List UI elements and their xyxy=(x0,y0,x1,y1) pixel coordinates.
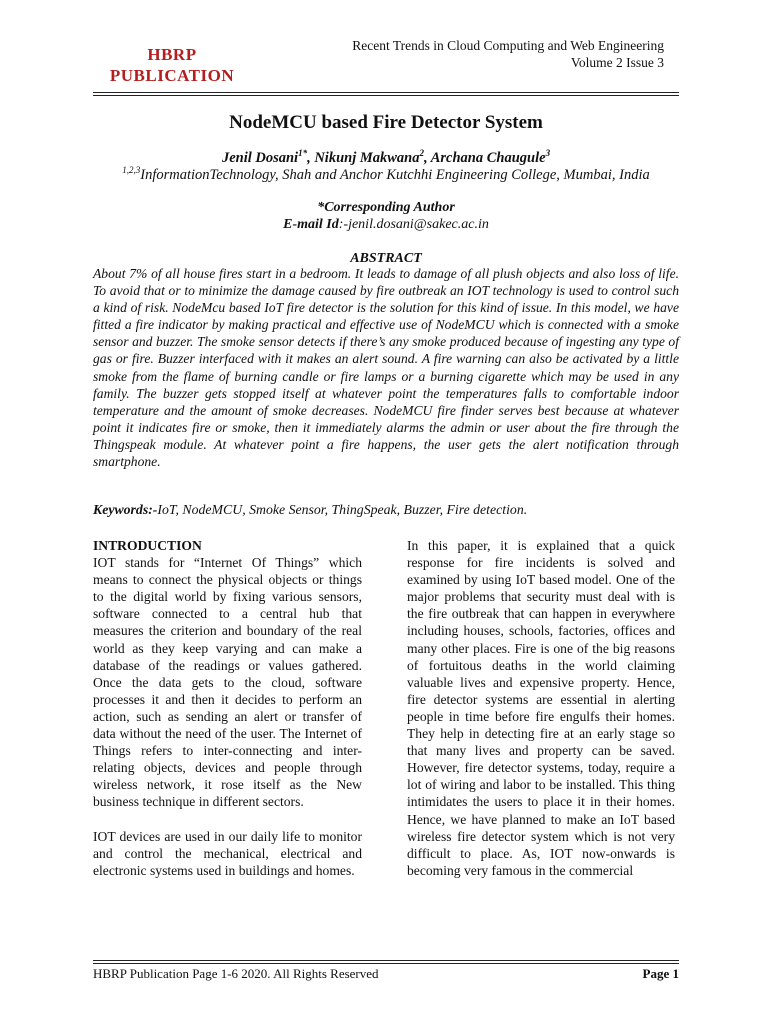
corresponding-label: *Corresponding Author xyxy=(317,200,455,215)
abstract-heading: ABSTRACT xyxy=(350,251,422,266)
corresponding-block xyxy=(93,199,679,233)
keywords-text: IoT, NodeMCU, Smoke Sensor, ThingSpeak, Buzzer, Fire detection. xyxy=(157,502,528,517)
affiliation-sup: 1,2,3 xyxy=(122,165,141,175)
affiliation-text: InformationTechnology, Shah and Anchor Kutchhi Engineering College, Mumbai, India xyxy=(140,166,650,183)
abstract-text: About 7% of all house fires start in a bedroom. It leads to damage of all plush objects and also loss of life. To avoid that or to minimize the damage caused by fire outbreak an IOT technology is used to control such a kind of risk. NodeMcu based IoT fire detector is the solution for this kind of issue. In this model, we have fitted a fire indicator by making practical and effective use of NodeMCU which is connected with a smoke sensor and buzzer. The smoke sensor detects if there’s any smoke produced because of ingesting any type of gas or fire. Buzzer interfaced with it makes an alert sound. A fire warning can also be activated by a little smoke from the flame of burning candle or fire lamps or a burning cigarette which may be used in any family. The buzzer gets stopped itself at whatever point the temperatures falls to comfortable indoor temperature and the amount of smoke decreases. NodeMCU fire finder serves best because at whatever point it indicates fire or smoke, then it immediately alarms the admin or user about the fire through the Thingspeak module. At whatever point a fire happens, the user gets the alert notification through smartphone. xyxy=(93,266,679,470)
journal-name: Recent Trends in Cloud Computing and Web Engineering xyxy=(352,38,664,53)
footer-rule xyxy=(93,960,679,961)
page-number: Page 1 xyxy=(642,966,679,981)
journal-header xyxy=(352,37,664,71)
keywords-line xyxy=(93,502,679,518)
right-paragraph-1: In this paper, it is explained that a quick response for fire incidents is solved and examined by using IoT based model. One of the major problems that security must deal with is the fire outbreak that can happen in everywhere including houses, schools, factories, offices and many other places. Fire is one of the big reasons of fortuitous deaths in the world claiming valuable lives and expensive property. Hence, fire detector systems are essential in alerting people in time before fire engulfs their homes. They help in detecting fire at an early stage so that many lives and property can be saved. However, fire detector systems, today, require a lot of wiring and labor to be installed. This thing intimidates the users to place it in their homes. Hence, we have planned to make an IoT based wireless fire detector system which is not very difficult to place. As, IOT now-onwards is becoming very famous in the commercial xyxy=(407,538,675,878)
paper-title: NodeMCU based Fire Detector System xyxy=(229,112,543,133)
intro-paragraph-1: IOT stands for “Internet Of Things” which means to connect the physical objects or things to the digital world by fixing various sensors, software connected to a central hub that measures the criterion and boundary of the real world as they keep varying and can make a database of the readings or values gathered. Once the data gets to the cloud, software processes it and then it decides to perform an action, such as sending an alert or transfer of data without the need of the user. The Internet of Things refers to inter-connecting and inter-relating objects, devices and people through wireless network, it rose itself as the New business technique in different sectors. xyxy=(93,555,362,810)
author-name: Jenil Dosani xyxy=(221,149,299,166)
volume-issue: Volume 2 Issue 3 xyxy=(570,55,664,70)
footer-rule-second xyxy=(93,963,679,964)
page-footer xyxy=(93,966,679,982)
affiliation xyxy=(93,165,679,184)
keywords-label: Keywords:- xyxy=(93,502,158,517)
author-line: Jenil Dosani$^{1*}$, Nikunj Makwana$^2$, Archana Chaugule$^3$ xyxy=(221,148,551,166)
logo-line-1: HBRP xyxy=(147,45,197,64)
email-label: E-mail Id xyxy=(283,217,339,232)
author-name: Archana Chaugule xyxy=(430,149,546,166)
header-rule xyxy=(93,92,679,93)
left-column xyxy=(93,537,362,879)
intro-paragraph-2: IOT devices are used in our daily life to monitor and control the mechanical, electrical and electronic systems used in buildings and homes. xyxy=(93,828,362,878)
author-name: Nikunj Makwana xyxy=(314,149,420,166)
right-column xyxy=(407,537,675,879)
email-address: :-jenil.dosani@sakec.ac.in xyxy=(338,217,489,232)
author-sup: 3 xyxy=(545,148,551,158)
introduction-heading: INTRODUCTION xyxy=(93,538,202,553)
footer-copyright: HBRP Publication Page 1-6 2020. All Rights Reserved xyxy=(93,966,379,981)
author-sup: 1* xyxy=(298,148,308,158)
header-rule-second xyxy=(93,95,679,96)
publisher-logo xyxy=(104,44,240,86)
author-sup: 2 xyxy=(419,148,424,158)
logo-line-2: PUBLICATION xyxy=(109,66,235,85)
